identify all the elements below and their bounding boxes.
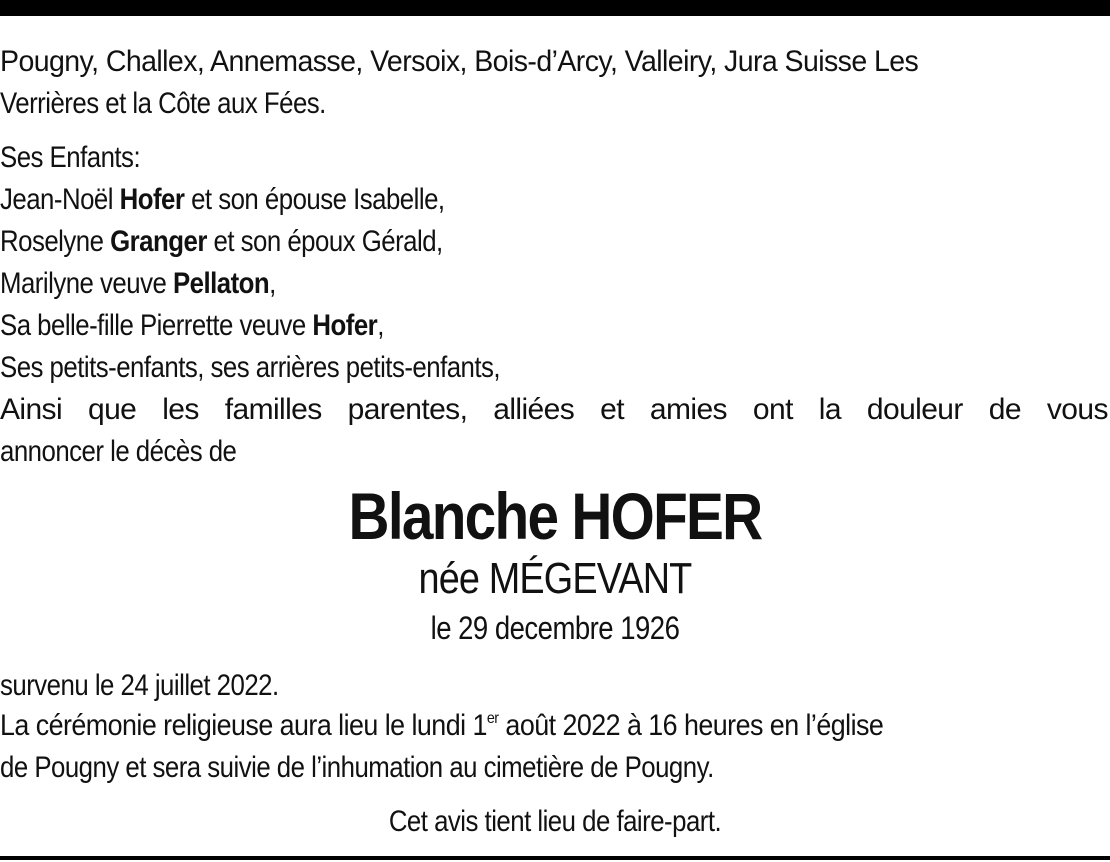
death-date-line: survenu le 24 juillet 2022.	[0, 669, 279, 702]
ordinal-superscript: er	[486, 710, 499, 727]
families-word: familles	[224, 393, 322, 426]
ceremony-text-start: La cérémonie religieuse aura lieu le lundi 1	[0, 709, 487, 742]
bottom-rule	[0, 856, 1110, 860]
child-1-surname: Hofer	[119, 183, 185, 216]
intro-line-2: Verrières et la Côte aux Fées.	[0, 87, 326, 120]
families-word: vous	[1046, 393, 1108, 426]
families-word: la	[818, 393, 841, 426]
child-3	[0, 264, 955, 304]
families-word: de	[988, 393, 1021, 426]
maiden-name: née MÉGEVANT	[418, 554, 692, 603]
families-line-2: annoncer le décès de	[0, 435, 237, 468]
families-word: et	[600, 393, 624, 426]
ceremony-line-1	[0, 706, 993, 746]
birth-date: le 29 decembre 1926	[430, 610, 680, 646]
grandchildren-line: Ses petits-enfants, ses arrières petits-enfants,	[0, 351, 501, 384]
deceased-name: Blanche HOFER	[348, 479, 762, 553]
daughter-in-law-first: Sa belle-fille Pierrette veuve	[0, 309, 313, 342]
child-3-surname: Pellaton	[172, 267, 270, 300]
child-3-rest: ,	[269, 267, 276, 300]
daughter-in-law-surname: Hofer	[312, 309, 378, 342]
families-word: que	[88, 393, 137, 426]
faire-part-notice: Cet avis tient lieu de faire-part.	[388, 805, 722, 838]
families-line-1	[0, 390, 1108, 430]
ceremony-line-2: de Pougny et sera suivie de l’inhumation au cimetière de Pougny.	[0, 751, 714, 784]
families-word: Ainsi	[0, 393, 63, 426]
top-rule	[0, 0, 1110, 16]
child-3-first: Marilyne veuve	[0, 267, 173, 300]
ceremony-text-end: août 2022 à 16 heures en l’église	[498, 709, 884, 742]
families-word: alliées	[493, 393, 575, 426]
families-word: ont	[752, 393, 793, 426]
families-word: amies	[649, 393, 727, 426]
child-1	[0, 180, 955, 220]
child-1-rest: et son épouse Isabelle,	[184, 183, 445, 216]
families-word: parentes,	[347, 393, 468, 426]
families-word: douleur	[866, 393, 963, 426]
intro-line-1: Pougny, Challex, Annemasse, Versoix, Bois-d’Arcy, Valleiry, Jura Suisse Les	[0, 45, 919, 78]
child-2-first: Roselyne	[0, 225, 111, 258]
children-heading: Ses Enfants:	[0, 141, 141, 174]
child-2-surname: Granger	[110, 225, 207, 258]
families-word: les	[162, 393, 199, 426]
daughter-in-law	[0, 306, 955, 346]
child-2-rest: et son époux Gérald,	[206, 225, 443, 258]
child-2	[0, 222, 955, 262]
daughter-in-law-rest: ,	[377, 309, 384, 342]
child-1-first: Jean-Noël	[0, 183, 120, 216]
